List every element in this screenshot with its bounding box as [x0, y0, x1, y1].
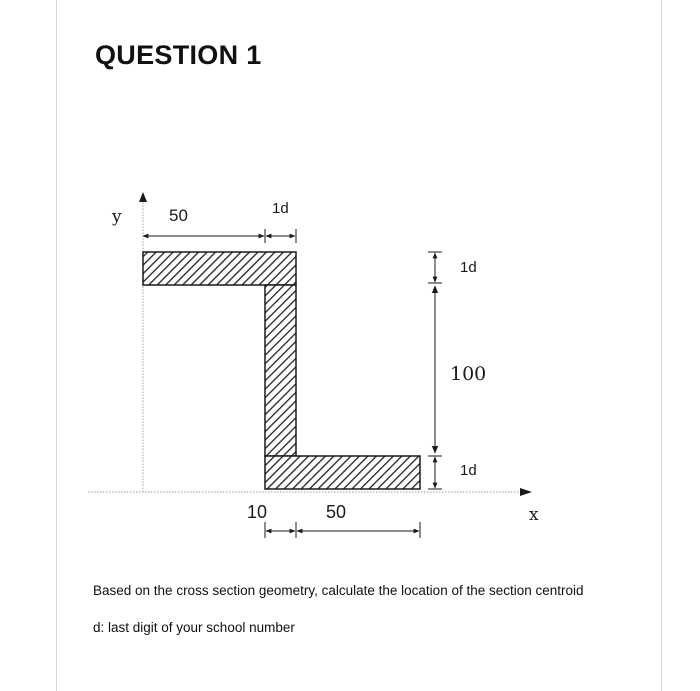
x-axis-label: x — [529, 505, 539, 525]
web — [265, 285, 296, 456]
dim-right-height-label: 100 — [450, 363, 487, 385]
top-flange — [143, 252, 296, 285]
question-prompt: Based on the cross section geometry, calculate the location of the section centroid — [93, 583, 584, 598]
x-axis-arrow — [520, 488, 532, 496]
y-axis-label: y — [112, 207, 122, 227]
dim-bottom-flange-label: 50 — [326, 502, 347, 522]
question-note: d: last digit of your school number — [93, 620, 295, 635]
bottom-flange — [265, 456, 420, 489]
question-title: QUESTION 1 — [95, 40, 262, 70]
dim-right-top-label: 1d — [460, 259, 477, 276]
dim-top-width-label: 50 — [169, 206, 188, 225]
dim-right-bottom-label: 1d — [460, 462, 477, 479]
y-axis-arrow — [139, 192, 147, 202]
dim-top-thickness-label: 1d — [272, 200, 289, 217]
dim-bottom-web-label: 10 — [247, 502, 268, 522]
